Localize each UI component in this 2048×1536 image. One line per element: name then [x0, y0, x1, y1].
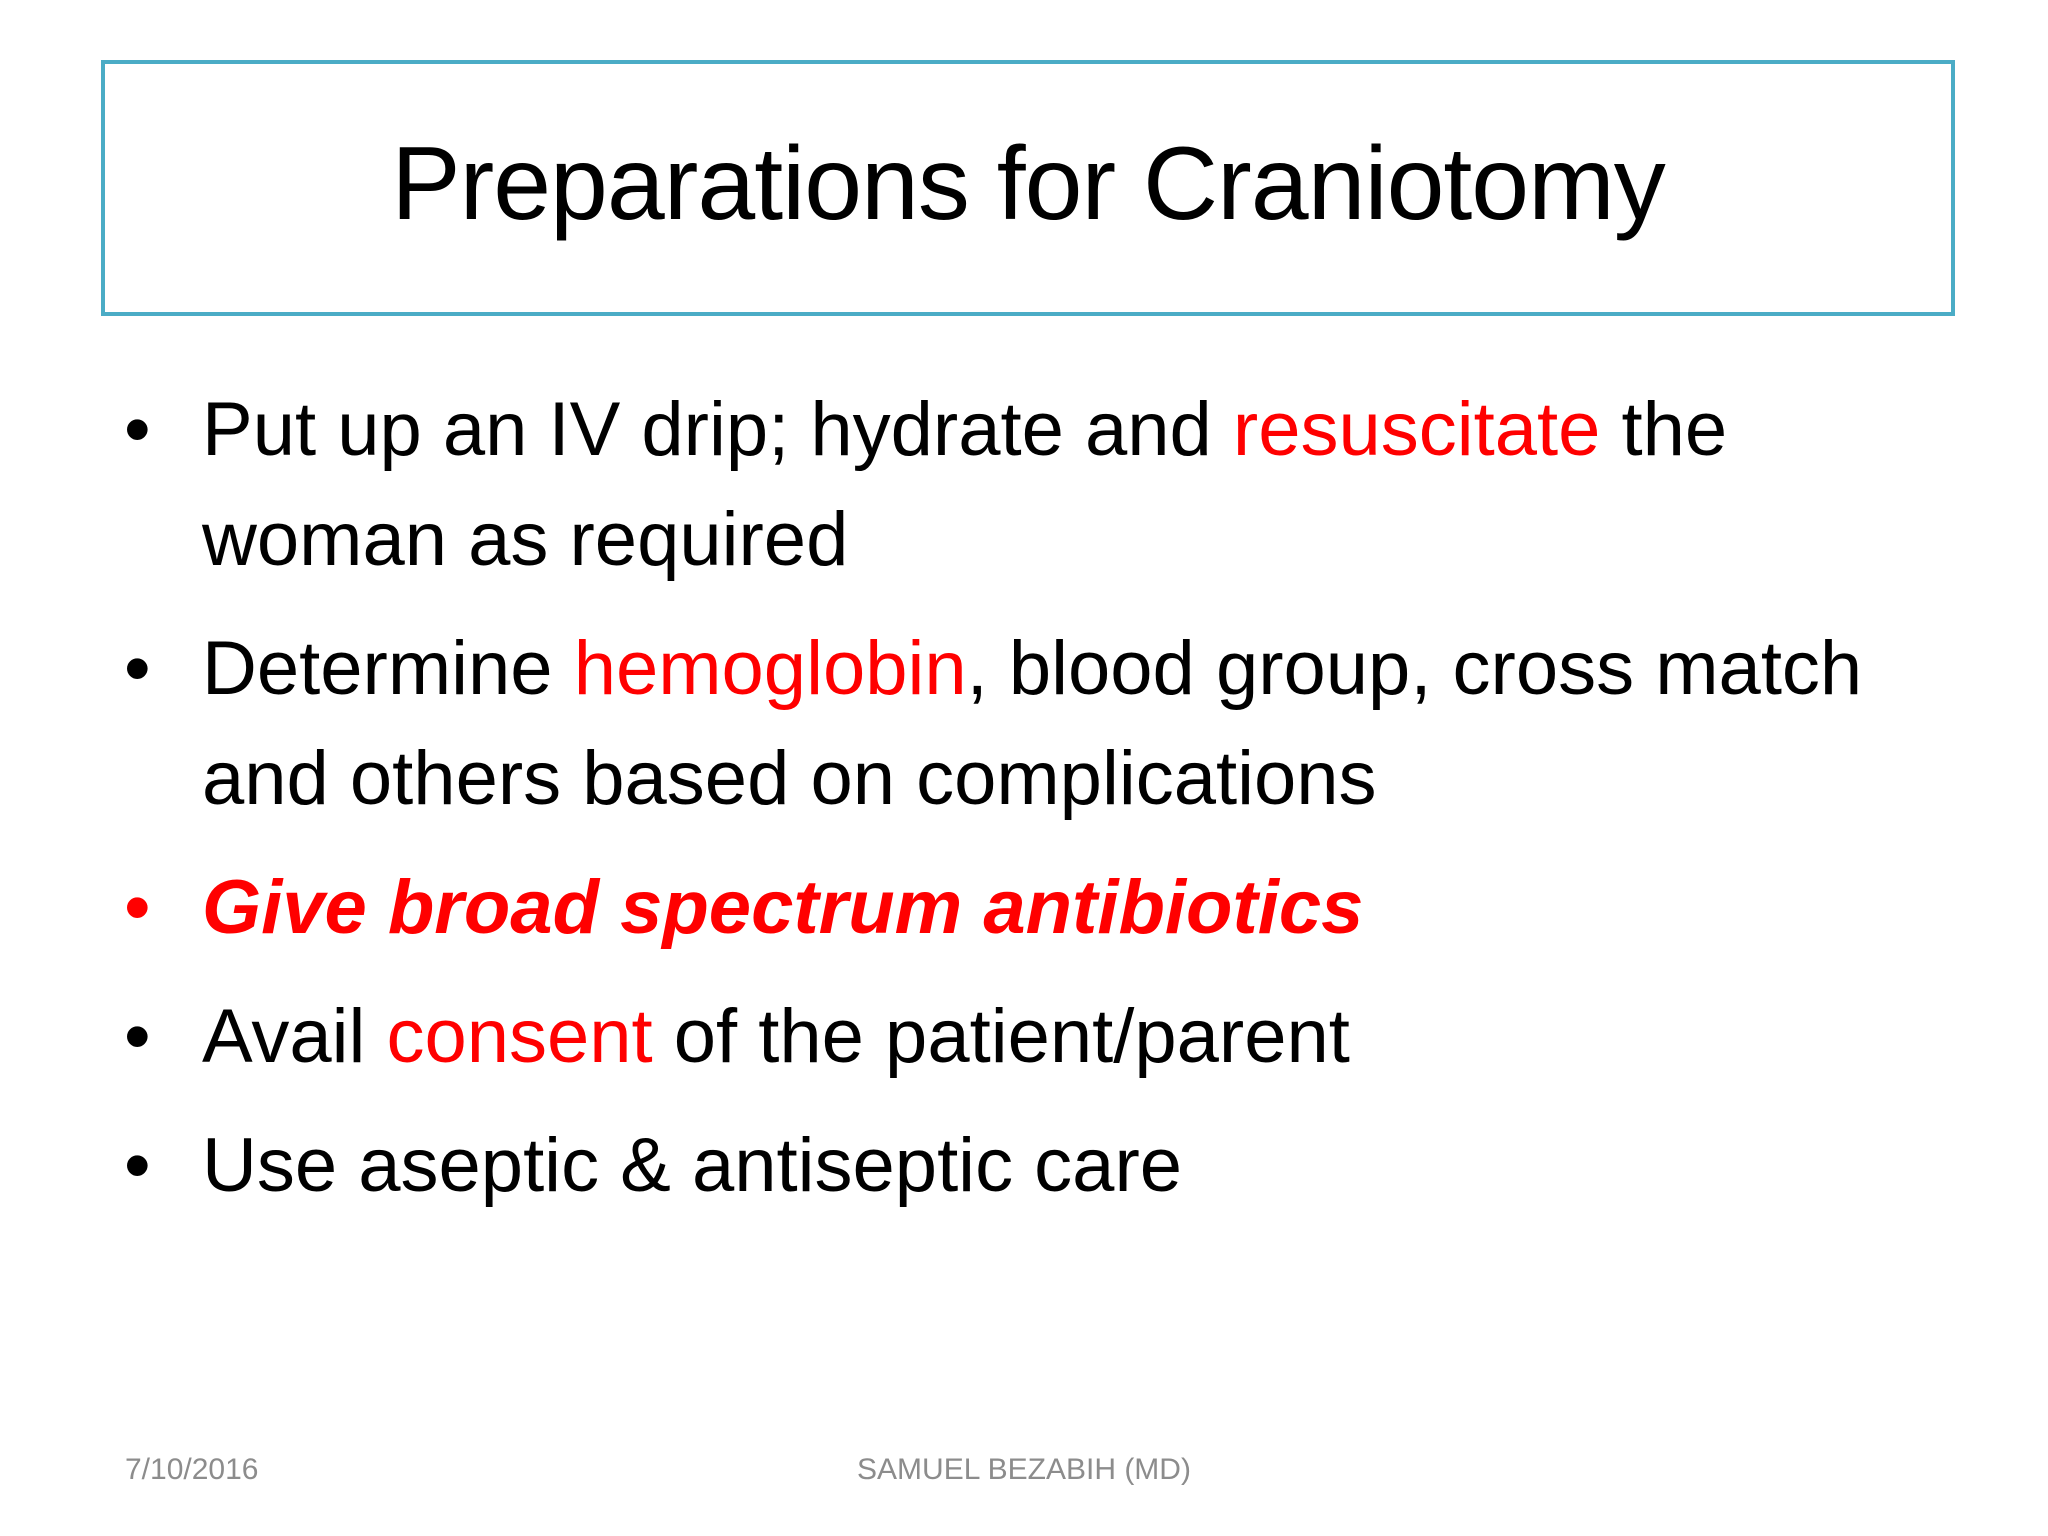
- slide-title: Preparations for Craniotomy: [391, 126, 1665, 242]
- bullet-text: the woman as required: [202, 387, 1728, 582]
- bullet-icon: •: [124, 1123, 151, 1208]
- bullet-item-consent: [120, 982, 1960, 1092]
- bullet-text: , blood group, cross match and others based on complications: [202, 626, 1863, 821]
- bullet-item-aseptic: [120, 1111, 1960, 1221]
- bullet-highlight: consent: [386, 994, 653, 1079]
- bullet-icon: •: [124, 387, 151, 472]
- bullet-item-iv-drip: [120, 375, 1960, 595]
- bullet-text: Put up an IV drip; hydrate and: [202, 387, 1233, 472]
- footer-author: SAMUEL BEZABIH (MD): [857, 1453, 1191, 1486]
- bullet-icon: •: [124, 994, 151, 1079]
- bullet-icon: •: [124, 865, 151, 950]
- bullet-text: of the patient/parent: [652, 994, 1350, 1079]
- bullet-highlight: hemoglobin: [573, 626, 967, 711]
- bullet-text: Give broad spectrum antibiotics: [202, 865, 1364, 950]
- bullet-highlight: resuscitate: [1232, 387, 1601, 472]
- bullet-item-antibiotics: [120, 853, 1960, 963]
- bullet-text: Avail: [202, 994, 387, 1079]
- bullet-text: Use aseptic & antiseptic care: [202, 1123, 1183, 1208]
- footer-date: 7/10/2016: [125, 1453, 259, 1486]
- bullet-text: Determine: [202, 626, 574, 711]
- title-box: [101, 60, 1955, 316]
- bullet-icon: •: [124, 626, 151, 711]
- bullet-item-hemoglobin: [120, 614, 1960, 834]
- bullet-list: [120, 375, 1960, 1240]
